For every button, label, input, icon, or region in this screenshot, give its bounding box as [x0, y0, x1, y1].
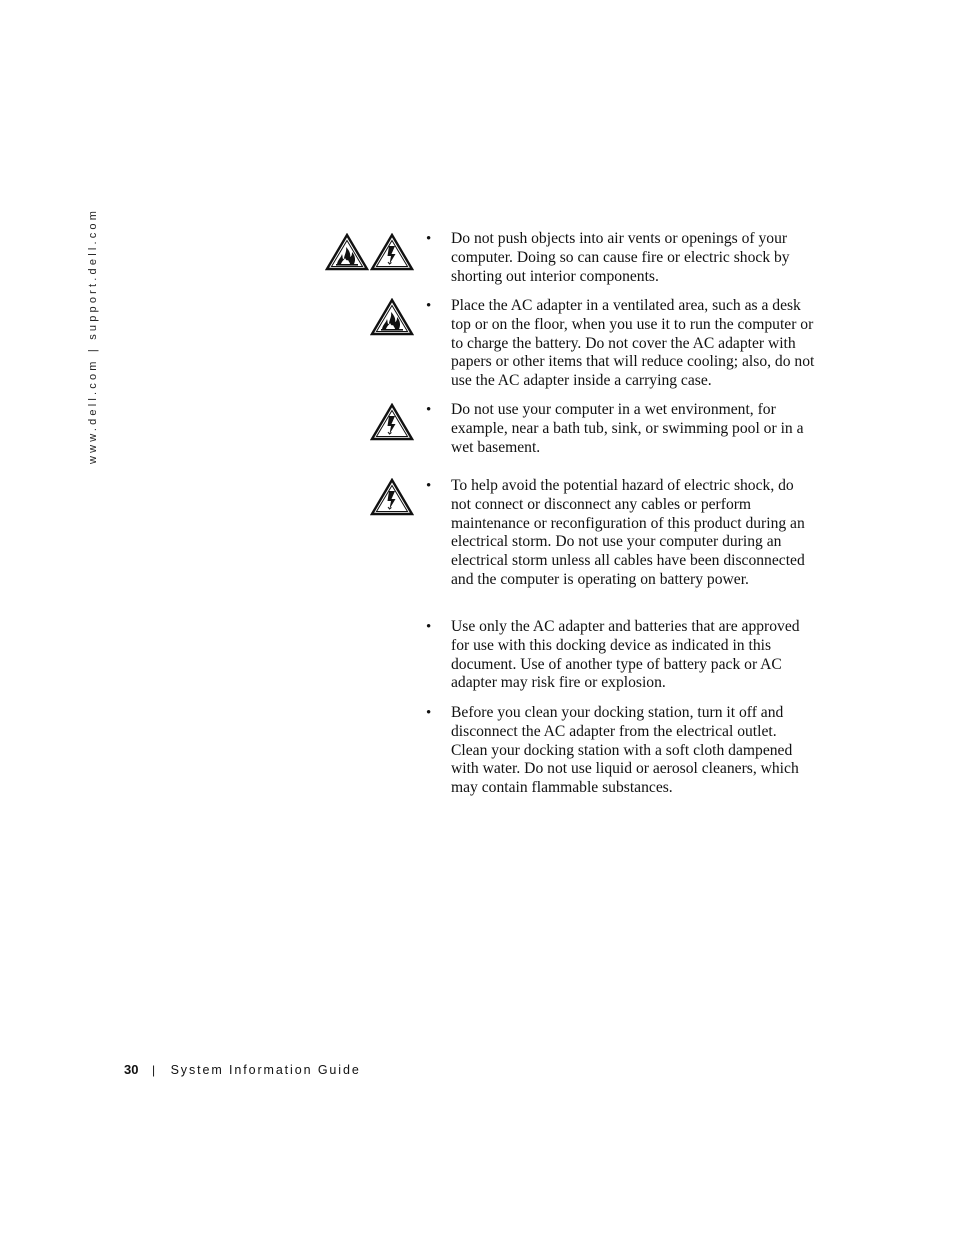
bullet-marker: • [426, 705, 432, 721]
document-title: System Information Guide [170, 1063, 361, 1077]
bullet-marker: • [426, 231, 432, 247]
bullet-marker: • [426, 298, 432, 314]
footer-separator: | [151, 1063, 156, 1077]
warning-text: Place the AC adapter in a ventilated area, such as a desk top or on the floor, when you use it to run the computer or to charge the battery. Do not cover the AC adapter with papers or other items that will reduce cooling; also, do not use the AC adapter inside a carrying case. [451, 297, 815, 390]
electric-shock-icon [370, 403, 414, 441]
warning-text: To help avoid the potential hazard of electric shock, do not connect or disconnect any cables or perform maintenance or reconfiguration of this product during an electrical storm. Do not use your computer during an electrical storm unless all cables have been disconnected and the computer is operating on battery power. [451, 477, 805, 588]
sidebar-url: www.dell.com | support.dell.com [87, 207, 99, 464]
warning-text: Do not push objects into air vents or openings of your computer. Doing so can cause fire or electric shock by shorting out interior components. [451, 230, 790, 285]
bullet-marker: • [426, 402, 432, 418]
fire-hazard-icon [325, 233, 369, 271]
bullet-marker: • [426, 478, 432, 494]
electric-shock-icon [370, 478, 414, 516]
warning-text: Use only the AC adapter and batteries that are approved for use with this docking device as indicated in this document. Use of another type of battery pack or AC adapter may risk fire or explosion. [451, 618, 800, 692]
electric-shock-icon [370, 233, 414, 271]
page-number: 30 [124, 1062, 139, 1077]
warning-text: Before you clean your docking station, turn it off and disconnect the AC adapter from the electrical outlet. Clean your docking station with a soft cloth dampened with water. Do not use liquid or aerosol cleaners, which may contain flammable substances. [451, 704, 799, 797]
fire-hazard-icon [370, 298, 414, 336]
bullet-marker: • [426, 619, 432, 635]
page-footer [124, 1062, 361, 1078]
warning-text: Do not use your computer in a wet environment, for example, near a bath tub, sink, or swimming pool or in a wet basement. [451, 401, 804, 456]
